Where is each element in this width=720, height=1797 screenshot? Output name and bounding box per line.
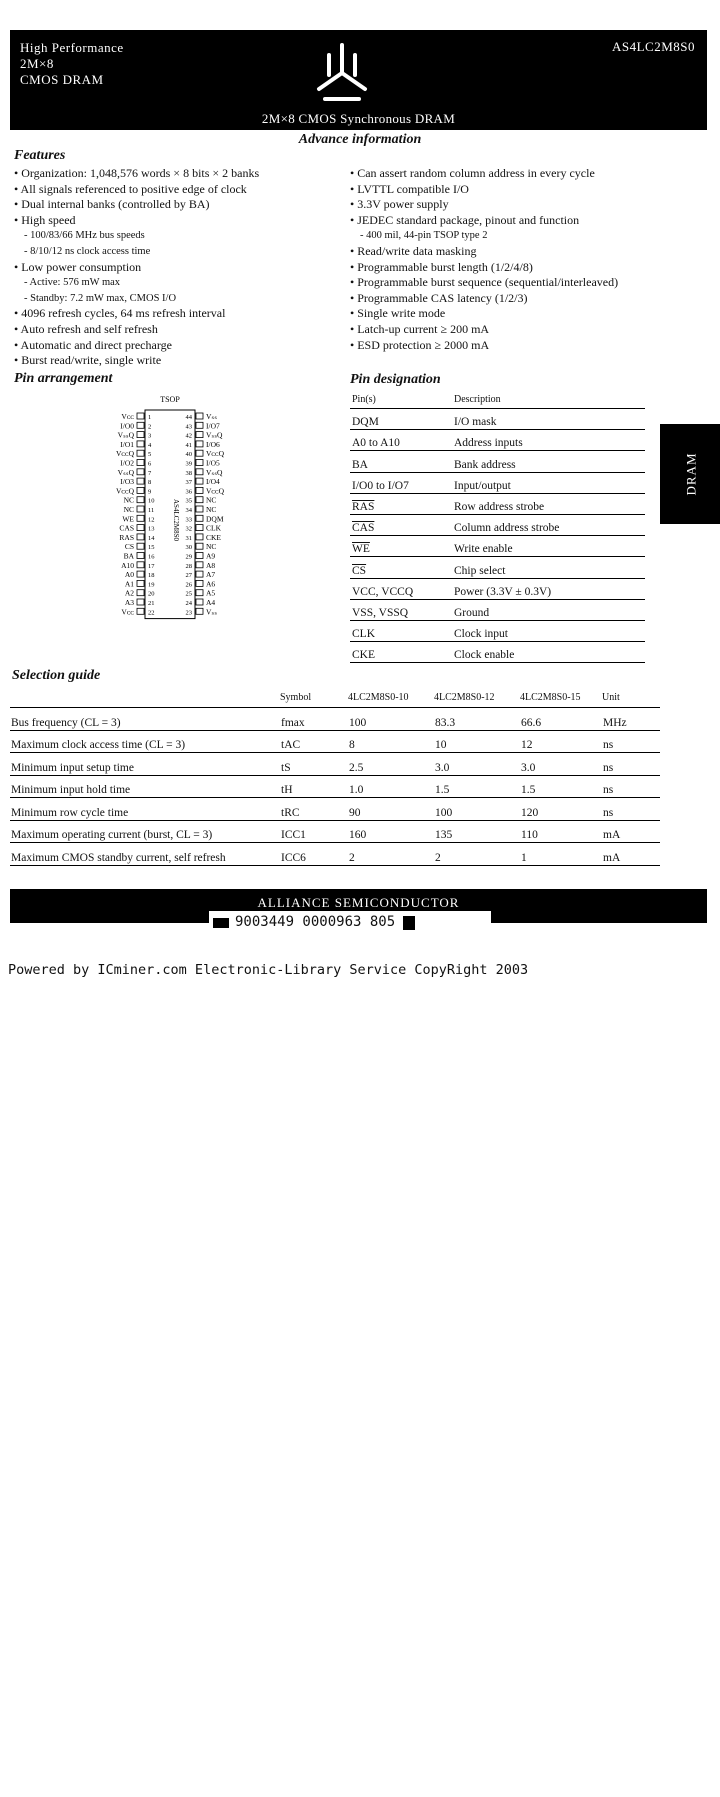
parameter-symbol: ICC1 xyxy=(280,820,348,843)
barcode-bar-left xyxy=(213,918,229,928)
pin-description: Clock enable xyxy=(452,642,645,663)
parameter-symbol: tH xyxy=(280,775,348,798)
feature-item: • 3.3V power supply xyxy=(350,197,618,213)
pin-right-label: NC xyxy=(206,495,217,505)
pin-right-label: VₛₛQ xyxy=(206,467,223,477)
parameter-symbol: fmax xyxy=(280,708,348,731)
pin-name: CLK xyxy=(350,620,452,641)
pin-name: $\overline{CS}$ xyxy=(350,557,452,578)
selection-col-header: Unit xyxy=(602,690,660,708)
feature-item: • Programmable CAS latency (1/2/3) xyxy=(350,291,618,307)
pin-pad xyxy=(196,590,203,596)
pin-description: Bank address xyxy=(452,451,645,472)
pin-name: A0 to A10 xyxy=(350,430,452,451)
pin-pad xyxy=(137,469,144,475)
feature-item: • ESD protection ≥ 2000 mA xyxy=(350,338,618,354)
pin-left-label: I/O2 xyxy=(120,458,134,468)
pin-number: 10 xyxy=(148,497,155,505)
alliance-logo-icon xyxy=(307,43,377,105)
parameter-value: ns xyxy=(602,775,660,798)
pin-name: VSS, VSSQ xyxy=(350,599,452,620)
col-pins: Pin(s) xyxy=(350,392,452,409)
pin-number: 8 xyxy=(148,479,152,487)
parameter-value: 10 xyxy=(434,730,520,753)
pin-number: 18 xyxy=(148,572,155,580)
feature-item: • Latch-up current ≥ 200 mA xyxy=(350,322,618,338)
pin-right-label: Vₛₛ xyxy=(206,607,218,617)
pin-row xyxy=(350,472,645,493)
pin-number: 9 xyxy=(148,488,152,496)
features-right-list xyxy=(350,166,618,353)
pin-name: BA xyxy=(350,451,452,472)
pin-number: 33 xyxy=(185,516,192,524)
pin-number: 42 xyxy=(185,432,192,440)
parameter-value: 83.3 xyxy=(434,708,520,731)
pin-left-label: CS xyxy=(124,542,134,552)
pin-number: 4 xyxy=(148,441,152,449)
parameter-name: Bus frequency (CL = 3) xyxy=(10,708,280,731)
parameter-value: 120 xyxy=(520,798,602,821)
pin-left-label: I/O0 xyxy=(120,421,134,431)
parameter-value: 100 xyxy=(348,708,434,731)
parameter-name: Minimum input hold time xyxy=(10,775,280,798)
parameter-value: 3.0 xyxy=(434,753,520,776)
page-number: 1 xyxy=(684,1786,689,1797)
feature-item: • All signals referenced to positive edge of clock xyxy=(14,182,259,198)
feature-item: • Single write mode xyxy=(350,306,618,322)
parameter-value: 135 xyxy=(434,820,520,843)
pin-pad xyxy=(196,571,203,577)
parameter-value: 1.5 xyxy=(520,775,602,798)
pin-left-label: VₛₛQ xyxy=(117,430,134,440)
pin-right-label: VᴄᴄQ xyxy=(206,449,225,459)
parameter-value: MHz xyxy=(602,708,660,731)
side-tab-label: DRAM xyxy=(683,452,699,496)
feature-item: • Can assert random column address in every cycle xyxy=(350,166,618,182)
pin-name: VCC, VCCQ xyxy=(350,578,452,599)
pin-number: 14 xyxy=(148,534,155,542)
barcode-bar-right xyxy=(403,916,415,930)
pin-left-label: VᴄᴄQ xyxy=(115,449,134,459)
pin-left-label: VₛₛQ xyxy=(117,467,134,477)
pin-left-label: RAS xyxy=(119,532,134,542)
pin-pad xyxy=(137,413,144,419)
parameter-value: 2 xyxy=(434,843,520,866)
pin-number: 44 xyxy=(185,414,192,421)
pin-right-label: A5 xyxy=(206,588,216,598)
parameter-value: mA xyxy=(602,820,660,843)
pin-row xyxy=(350,578,645,599)
subtitle: 2M×8 CMOS Synchronous DRAM xyxy=(261,111,456,126)
feature-item: • Dual internal banks (controlled by BA) xyxy=(14,197,259,213)
pin-pad xyxy=(137,562,144,568)
pin-right-label: I/O7 xyxy=(206,421,220,431)
selection-col-header xyxy=(10,690,280,708)
parameter-value: 2.5 xyxy=(348,753,434,776)
pin-description: Clock input xyxy=(452,620,645,641)
pin-number: 35 xyxy=(185,497,192,505)
parameter-symbol: tRC xyxy=(280,798,348,821)
pin-number: 34 xyxy=(185,507,192,514)
parameter-symbol: tAC xyxy=(280,730,348,753)
pin-name: CKE xyxy=(350,642,452,663)
parameter-value: 160 xyxy=(348,820,434,843)
pin-number: 5 xyxy=(148,451,152,459)
pin-number: 31 xyxy=(185,534,192,542)
advance-information: Advance information xyxy=(298,132,422,147)
pin-designation-heading: Pin designation xyxy=(350,372,441,387)
pin-name: I/O0 to I/O7 xyxy=(350,472,452,493)
pin-pad xyxy=(137,506,144,512)
pin-left-label: I/O1 xyxy=(120,439,134,449)
pin-left-label: A10 xyxy=(121,560,134,570)
pin-row xyxy=(350,620,645,641)
feature-item: • Programmable burst length (1/2/4/8) xyxy=(350,260,618,276)
pin-right-label: CLK xyxy=(206,523,221,533)
parameter-value: 1 xyxy=(520,843,602,866)
selection-col-header: Symbol xyxy=(280,690,348,708)
selection-row xyxy=(10,708,660,731)
pin-number: 15 xyxy=(148,544,155,552)
pin-pad xyxy=(196,422,203,428)
pin-pad xyxy=(137,553,144,559)
pin-pad xyxy=(137,525,144,531)
pin-number: 30 xyxy=(185,544,192,552)
pin-number: 7 xyxy=(148,469,152,477)
pin-number: 38 xyxy=(185,469,192,477)
pin-right-label: I/O6 xyxy=(206,439,220,449)
pin-pad xyxy=(196,515,203,521)
pin-number: 21 xyxy=(148,600,155,607)
pin-left-label: WE xyxy=(122,514,134,524)
pin-right-label: VᴄᴄQ xyxy=(206,486,225,496)
pin-pad xyxy=(196,478,203,484)
pin-number: 28 xyxy=(185,562,192,570)
parameter-symbol: ICC6 xyxy=(280,843,348,866)
parameter-symbol: tS xyxy=(280,753,348,776)
pin-pad xyxy=(196,469,203,475)
feature-item: • 4096 refresh cycles, 64 ms refresh interval xyxy=(14,306,259,322)
pin-number: 29 xyxy=(185,553,192,561)
pin-number: 13 xyxy=(148,525,155,533)
feature-item: • LVTTL compatible I/O xyxy=(350,182,618,198)
pin-pad xyxy=(137,478,144,484)
pin-name: $\overline{CAS}$ xyxy=(350,514,452,535)
pin-number: 39 xyxy=(185,460,192,468)
pin-pad xyxy=(137,599,144,605)
pin-number: 1 xyxy=(148,414,152,421)
pin-pad xyxy=(196,608,203,614)
pin-description: Column address strobe xyxy=(452,514,645,535)
pin-pad xyxy=(137,460,144,466)
package-label: TSOP xyxy=(160,395,180,404)
pin-number: 17 xyxy=(148,562,155,570)
pin-right-label: DQM xyxy=(206,514,224,524)
title-line-1: High Performance xyxy=(20,40,124,55)
pin-pad xyxy=(137,450,144,456)
parameter-value: 90 xyxy=(348,798,434,821)
parameter-name: Maximum CMOS standby current, self refresh xyxy=(10,843,280,866)
pin-pad xyxy=(137,590,144,596)
feature-subitem: - 100/83/66 MHz bus speeds xyxy=(14,228,259,244)
pin-pad xyxy=(137,608,144,614)
pin-pad xyxy=(196,413,203,419)
parameter-value: 1.5 xyxy=(434,775,520,798)
pin-left-label: CAS xyxy=(119,523,134,533)
parameter-value: ns xyxy=(602,798,660,821)
parameter-name: Minimum input setup time xyxy=(10,753,280,776)
barcode-number: 9003449 0000963 805 xyxy=(235,914,396,930)
parameter-name: Minimum row cycle time xyxy=(10,798,280,821)
pin-pad xyxy=(196,543,203,549)
pin-name: $\overline{RAS}$ xyxy=(350,493,452,514)
pin-pad xyxy=(196,441,203,447)
feature-subitem: - 400 mil, 44-pin TSOP type 2 xyxy=(350,228,618,244)
pin-row xyxy=(350,493,645,514)
pin-description: Row address strobe xyxy=(452,493,645,514)
parameter-value: 3.0 xyxy=(520,753,602,776)
pin-number: 23 xyxy=(185,609,192,617)
pin-pad xyxy=(196,487,203,493)
title-line-3: CMOS DRAM xyxy=(20,72,104,87)
pin-right-label: Vₛₛ xyxy=(206,412,218,421)
parameter-value: ns xyxy=(602,753,660,776)
pin-pad xyxy=(196,497,203,503)
selection-col-header: 4LC2M8S0-15 xyxy=(520,690,602,708)
selection-row xyxy=(10,820,660,843)
pin-designation-table xyxy=(350,392,645,663)
selection-row xyxy=(10,798,660,821)
pin-right-label: NC xyxy=(206,505,217,514)
pin-row xyxy=(350,557,645,578)
selection-col-header: 4LC2M8S0-12 xyxy=(434,690,520,708)
pin-right-label: CKE xyxy=(206,532,221,542)
pin-description: Address inputs xyxy=(452,430,645,451)
pin-number: 24 xyxy=(185,600,192,607)
feature-subitem: - Active: 576 mW max xyxy=(14,275,259,291)
pin-right-label: I/O5 xyxy=(206,458,220,468)
pin-right-label: NC xyxy=(206,542,217,552)
feature-subitem: - Standby: 7.2 mW max, CMOS I/O xyxy=(14,291,259,307)
tsop-pin-diagram xyxy=(95,390,255,630)
pin-description: Input/output xyxy=(452,472,645,493)
pin-row xyxy=(350,430,645,451)
pin-pad xyxy=(137,571,144,577)
pin-right-label: A7 xyxy=(206,570,216,580)
pin-number: 2 xyxy=(148,423,152,431)
pin-description: Ground xyxy=(452,599,645,620)
pin-pad xyxy=(137,422,144,428)
pin-pad xyxy=(137,543,144,549)
parameter-name: Maximum clock access time (CL = 3) xyxy=(10,730,280,753)
parameter-value: 100 xyxy=(434,798,520,821)
part-number: AS4LC2M8S0 xyxy=(611,39,695,54)
pin-pad xyxy=(137,580,144,586)
pin-description: Write enable xyxy=(452,536,645,557)
pin-number: 25 xyxy=(185,590,192,598)
pin-left-label: I/O3 xyxy=(120,477,134,487)
features-heading: Features xyxy=(14,148,66,163)
pin-number: 3 xyxy=(148,432,152,440)
pin-left-label: VᴄᴄQ xyxy=(115,486,134,496)
pin-pad xyxy=(196,553,203,559)
parameter-value: mA xyxy=(602,843,660,866)
pin-number: 26 xyxy=(185,581,192,589)
pin-pad xyxy=(137,497,144,503)
pin-right-label: A9 xyxy=(206,551,216,561)
pin-number: 16 xyxy=(148,553,155,561)
pin-pad xyxy=(196,450,203,456)
pin-right-label: A6 xyxy=(206,579,216,589)
barcode xyxy=(209,911,491,935)
feature-item: • JEDEC standard package, pinout and function xyxy=(350,213,618,229)
parameter-value: 2 xyxy=(348,843,434,866)
pin-arrangement-heading: Pin arrangement xyxy=(14,371,113,386)
pin-left-label: A3 xyxy=(124,598,134,607)
pin-pad xyxy=(196,599,203,605)
pin-pad xyxy=(196,525,203,531)
selection-row xyxy=(10,730,660,753)
parameter-value: 110 xyxy=(520,820,602,843)
pin-pad xyxy=(196,580,203,586)
pin-name: $\overline{WE}$ xyxy=(350,536,452,557)
pin-row xyxy=(350,536,645,557)
feature-item: • Auto refresh and self refresh xyxy=(14,322,259,338)
feature-item: • Organization: 1,048,576 words × 8 bits × 2 banks xyxy=(14,166,259,182)
feature-item: • Read/write data masking xyxy=(350,244,618,260)
pin-number: 20 xyxy=(148,590,155,598)
pin-left-label: A0 xyxy=(124,570,134,580)
parameter-value: 8 xyxy=(348,730,434,753)
pin-row xyxy=(350,409,645,430)
pin-pad xyxy=(196,460,203,466)
pin-row xyxy=(350,599,645,620)
pin-pad xyxy=(196,562,203,568)
pin-number: 43 xyxy=(185,423,192,431)
selection-row xyxy=(10,775,660,798)
pin-pad xyxy=(137,441,144,447)
parameter-value: ns xyxy=(602,730,660,753)
pin-number: 40 xyxy=(185,451,192,459)
pin-left-label: NC xyxy=(123,495,134,505)
company-name: ALLIANCE SEMICONDUCTOR xyxy=(257,895,460,910)
pin-right-label: A8 xyxy=(206,560,216,570)
pin-right-label: VₛₛQ xyxy=(206,430,223,440)
pin-right-label: A4 xyxy=(206,598,216,607)
pin-left-label: NC xyxy=(123,505,134,514)
pin-number: 22 xyxy=(148,609,155,617)
col-description: Description xyxy=(452,392,645,409)
pin-left-label: Vᴄᴄ xyxy=(121,607,134,617)
pin-number: 27 xyxy=(185,572,192,580)
pin-pad xyxy=(137,432,144,438)
parameter-value: 66.6 xyxy=(520,708,602,731)
features-left-list xyxy=(14,166,259,369)
pin-name: DQM xyxy=(350,409,452,430)
powered-by-text: Powered by ICminer.com Electronic-Library Service CopyRight 2003 xyxy=(8,962,529,978)
pin-description: Chip select xyxy=(452,557,645,578)
pin-row xyxy=(350,642,645,663)
pin-pad xyxy=(196,534,203,540)
pin-left-label: BA xyxy=(123,551,134,561)
header-banner xyxy=(10,30,707,130)
pin-row xyxy=(350,514,645,535)
selection-row xyxy=(10,753,660,776)
pin-number: 11 xyxy=(148,507,155,514)
pin-number: 32 xyxy=(185,525,192,533)
feature-item: • High speed xyxy=(14,213,259,229)
pin-pad xyxy=(196,506,203,512)
pin-pad xyxy=(196,432,203,438)
pin-left-label: Vᴄᴄ xyxy=(121,412,134,421)
pin-left-label: A1 xyxy=(124,579,134,589)
pin-right-label: I/O4 xyxy=(206,477,220,487)
selection-row xyxy=(10,843,660,866)
pin-left-label: A2 xyxy=(124,588,134,598)
selection-col-header: 4LC2M8S0-10 xyxy=(348,690,434,708)
feature-item: • Automatic and direct precharge xyxy=(14,338,259,354)
pin-number: 19 xyxy=(148,581,155,589)
feature-item: • Programmable burst sequence (sequential/interleaved) xyxy=(350,275,618,291)
dram-side-tab xyxy=(660,424,720,524)
title-line-2: 2M×8 xyxy=(20,56,54,71)
feature-item: • Burst read/write, single write xyxy=(14,353,259,369)
pin-pad xyxy=(137,487,144,493)
feature-item: • Low power consumption xyxy=(14,260,259,276)
parameter-value: 1.0 xyxy=(348,775,434,798)
feature-subitem: - 8/10/12 ns clock access time xyxy=(14,244,259,260)
pin-number: 12 xyxy=(148,516,155,524)
parameter-name: Maximum operating current (burst, CL = 3) xyxy=(10,820,280,843)
pin-number: 36 xyxy=(185,488,192,496)
pin-number: 6 xyxy=(148,460,152,468)
selection-guide-heading: Selection guide xyxy=(12,668,101,683)
pin-description: I/O mask xyxy=(452,409,645,430)
parameter-value: 12 xyxy=(520,730,602,753)
pin-row xyxy=(350,451,645,472)
pin-number: 41 xyxy=(185,441,192,449)
chip-label: AS4LC2M8S0 xyxy=(172,498,180,542)
pin-number: 37 xyxy=(185,479,192,487)
pin-pad xyxy=(137,534,144,540)
pin-description: Power (3.3V ± 0.3V) xyxy=(452,578,645,599)
selection-guide-table xyxy=(10,690,660,866)
pin-pad xyxy=(137,515,144,521)
